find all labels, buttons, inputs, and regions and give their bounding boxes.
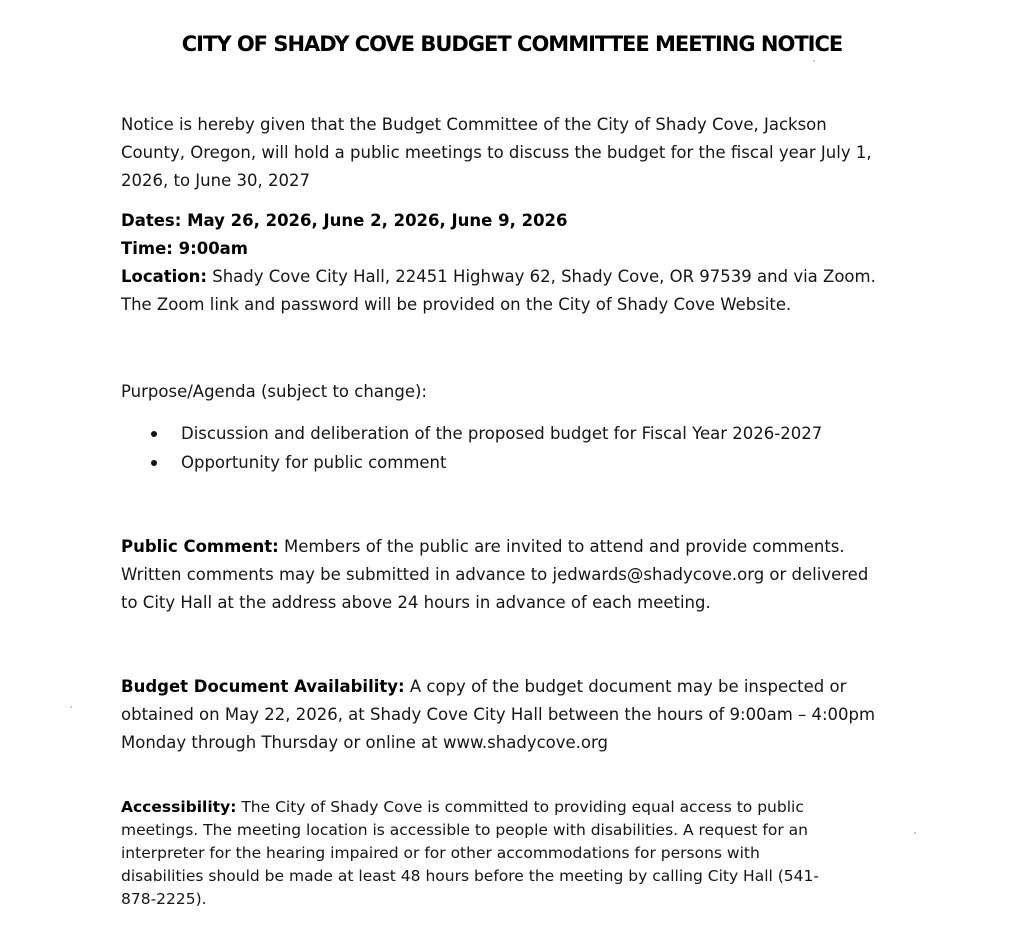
scan-speck [70,706,72,708]
zoom-info: The Zoom link and password will be provided on the City of Shady Cove Website. [121,295,792,314]
intro-paragraph [121,111,901,195]
intro-line: Notice is hereby given that the Budget Committee of the City of Shady Cove, Jackson [121,115,827,134]
list-item [150,419,822,448]
public-comment-label: Public Comment: [121,537,279,556]
budget-line: obtained on May 22, 2026, at Shady Cove City Hall between the hours of 9:00am – 4:00pm [121,705,876,724]
agenda-item-text: Opportunity for public comment [181,453,447,472]
meeting-location [121,263,911,291]
bullet-icon [151,460,157,466]
meeting-details [121,207,911,319]
accessibility-line: disabilities should be made at least 48 hours before the meeting by calling City Hall (541- [121,867,819,885]
intro-line: County, Oregon, will hold a public meetings to discuss the budget for the fiscal year July 1, [121,143,872,162]
accessibility-line: interpreter for the hearing impaired or for other accommodations for persons with [121,844,760,862]
accessibility-text: The City of Shady Cove is committed to providing equal access to public [236,798,804,816]
page-title: CITY OF SHADY COVE BUDGET COMMITTEE MEETING NOTICE [181,32,843,56]
accessibility-section [121,796,901,911]
purpose-heading: Purpose/Agenda (subject to change): [121,382,427,401]
intro-line: 2026, to June 30, 2027 [121,171,310,190]
scan-speck [813,60,815,62]
meeting-dates: Dates: May 26, 2026, June 2, 2026, June 9, 2026 [121,211,568,230]
public-comment-line: to City Hall at the address above 24 hours in advance of each meeting. [121,593,711,612]
budget-label: Budget Document Availability: [121,677,405,696]
agenda-list [150,419,822,477]
list-item [150,448,822,477]
scan-speck [914,832,916,834]
public-comment-line: Written comments may be submitted in advance to jedwards@shadycove.org or delivered [121,565,869,584]
location-text: Shady Cove City Hall, 22451 Highway 62, Shady Cove, OR 97539 and via Zoom. [207,267,876,286]
public-comment-section [121,533,911,617]
location-label: Location: [121,267,207,286]
budget-line [121,673,911,701]
public-comment-line [121,533,911,561]
agenda-item-text: Discussion and deliberation of the proposed budget for Fiscal Year 2026-2027 [181,424,823,443]
accessibility-line: meetings. The meeting location is accessible to people with disabilities. A request for an [121,821,808,839]
meeting-time: Time: 9:00am [121,239,249,258]
accessibility-line: 878-2225). [121,890,207,908]
accessibility-label: Accessibility: [121,798,237,816]
public-comment-text: Members of the public are invited to attend and provide comments. [278,537,845,556]
accessibility-line [121,796,901,819]
budget-line: Monday through Thursday or online at www.shadycove.org [121,733,608,752]
bullet-icon [151,431,157,437]
budget-text: A copy of the budget document may be inspected or [404,677,847,696]
budget-availability-section [121,673,911,757]
